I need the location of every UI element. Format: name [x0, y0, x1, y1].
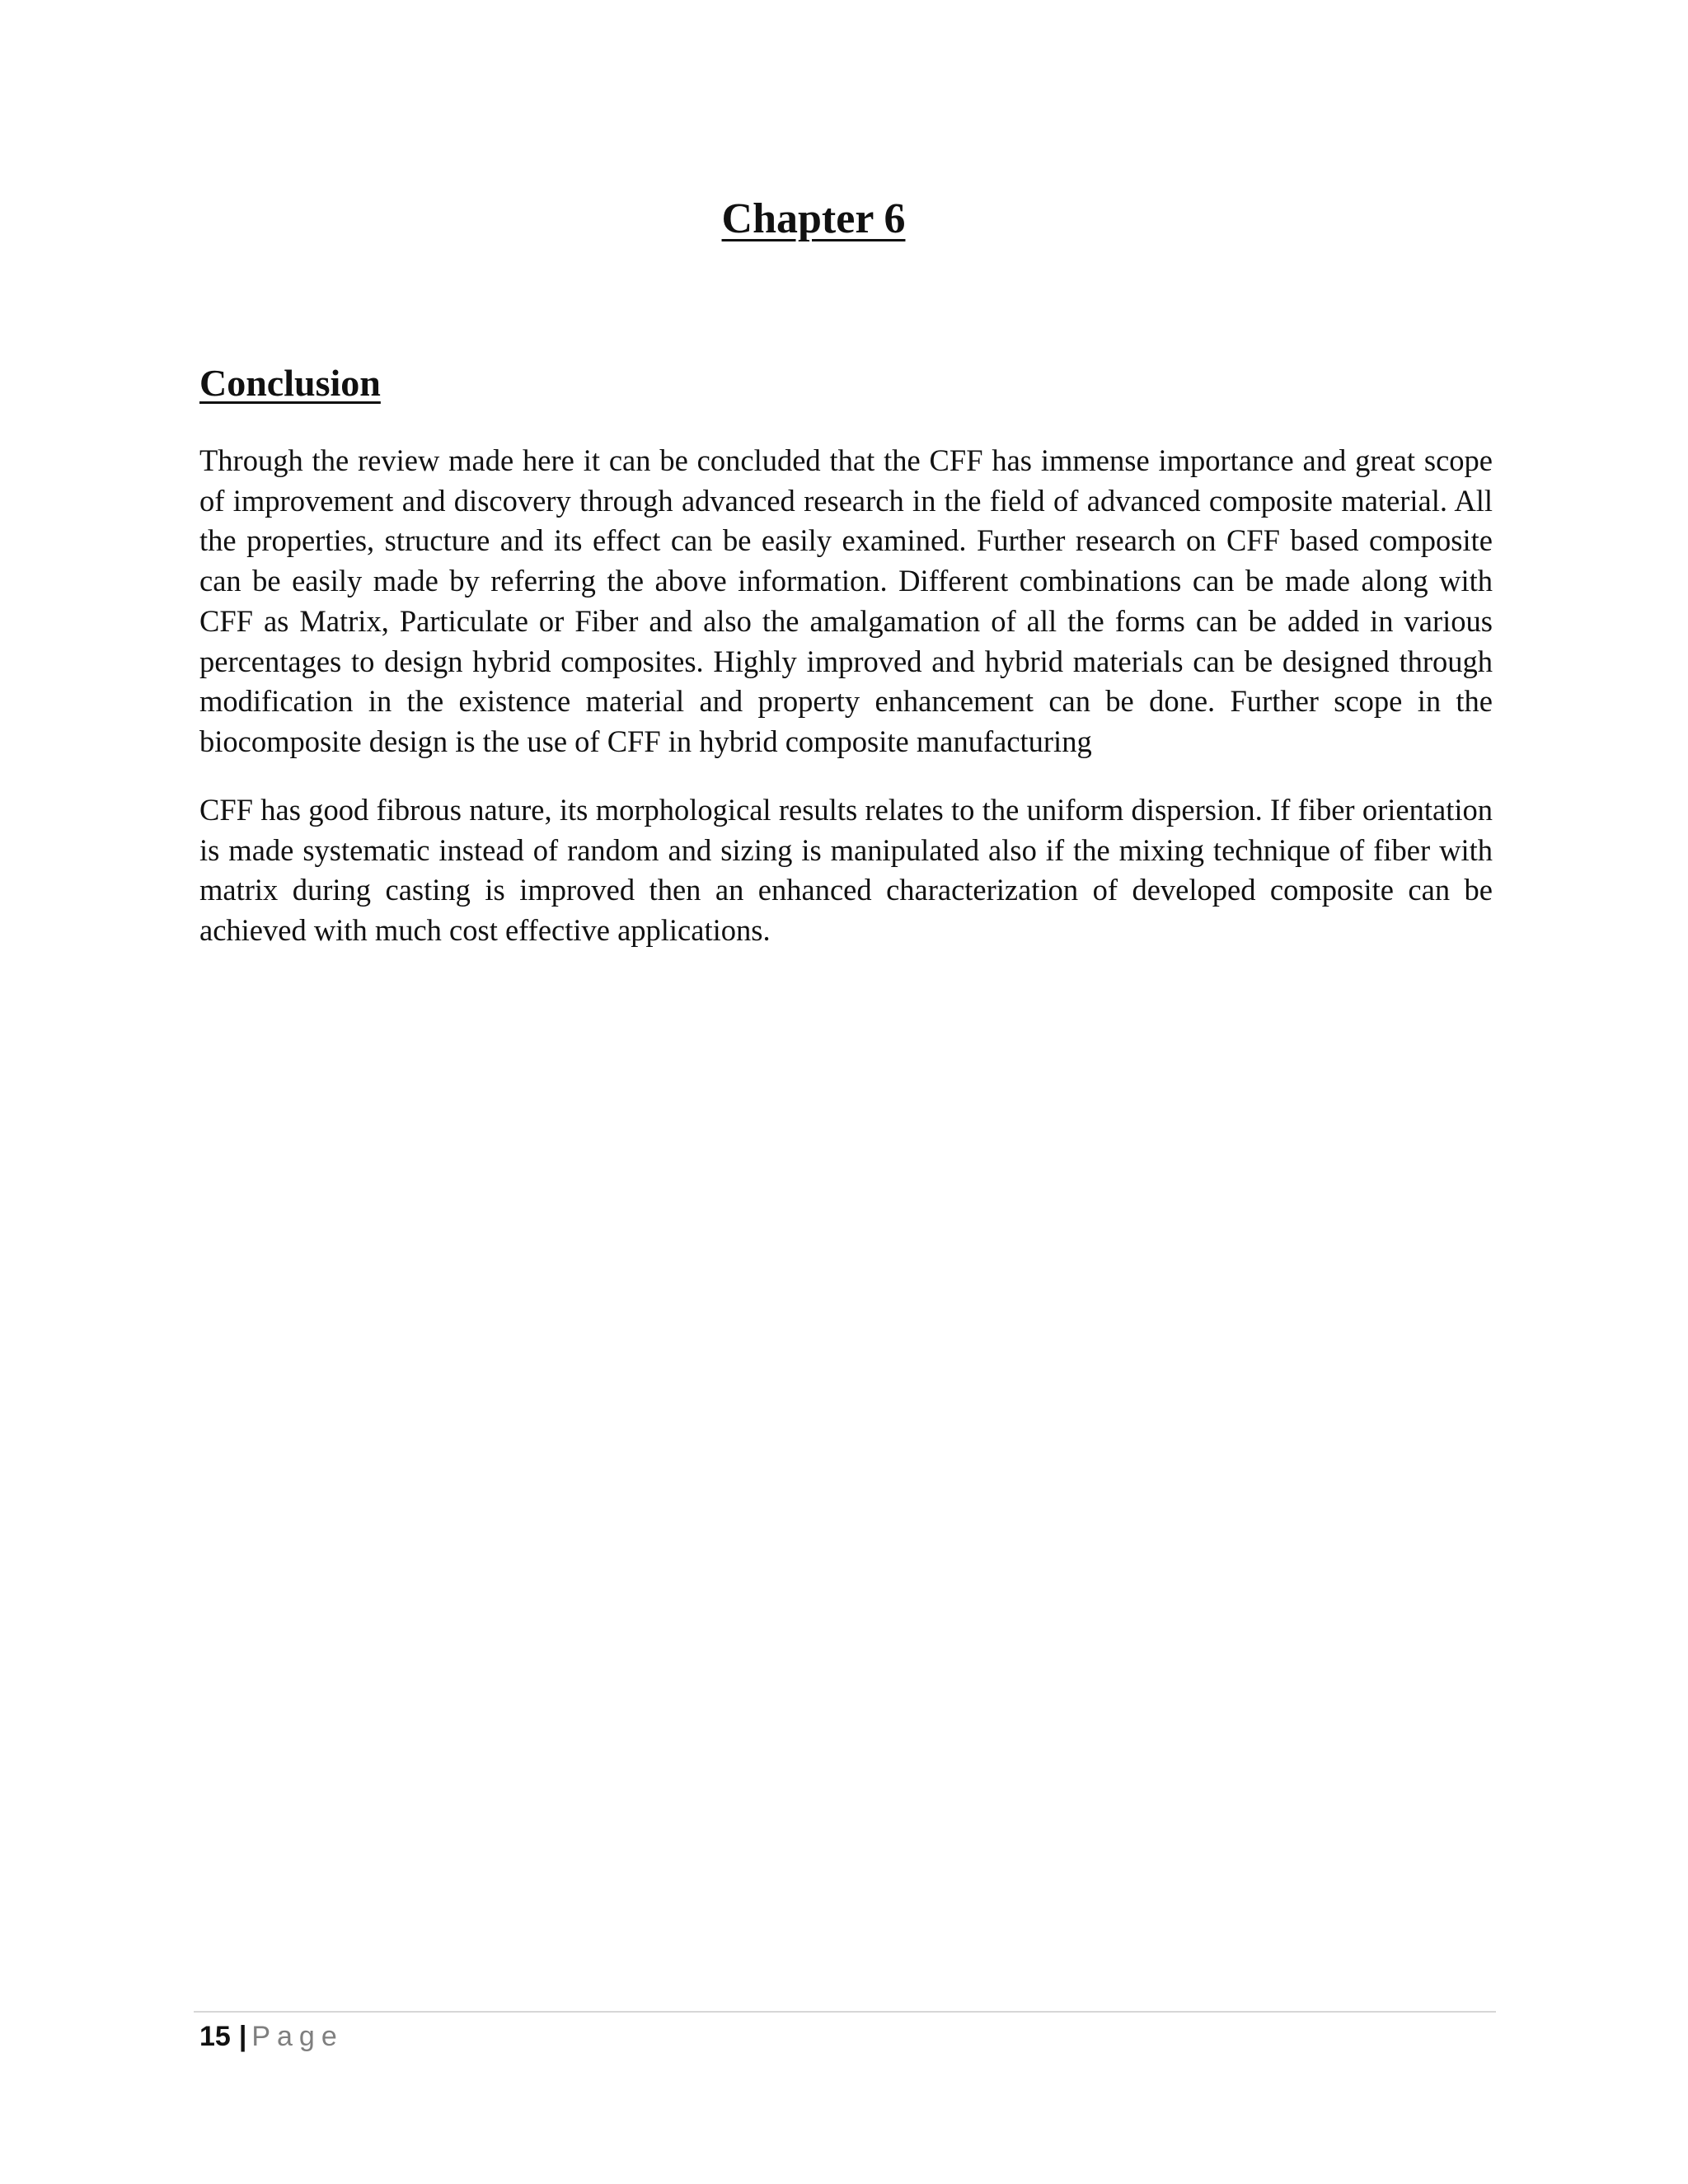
page-label: Page: [251, 2021, 344, 2052]
body-paragraph: CFF has good fibrous nature, its morphological results relates to the uniform dispersion. If fiber orientation is made systematic instead of random and sizing is manipulated also if the mixing technique of fiber with matrix during casting is improved then an enhanced characterization of developed composite can be achieved with much cost effective applications.: [199, 793, 1493, 948]
body-paragraph: Through the review made here it can be concluded that the CFF has immense importance and great scope of improvement and discovery through advanced research in the field of advanced composite material. All the properties, structure and its effect can be easily examined. Further research on CFF based composite can be easily made by referring the above information. Different combinations can be made along with CFF as Matrix, Particulate or Fiber and also the amalgamation of all the forms can be added in various percentages to design hybrid composites. Highly improved and hybrid materials can be designed through modification in the existence material and property enhancement can be done. Further scope in the biocomposite design is the use of CFF in hybrid composite manufacturing: [199, 443, 1493, 758]
chapter-title: Chapter 6: [721, 195, 906, 242]
section-title: Conclusion: [199, 362, 381, 404]
footer-divider: [194, 2011, 1496, 2013]
page-separator: |: [238, 2021, 247, 2052]
page-footer: [199, 2017, 344, 2056]
page-number: 15: [199, 2021, 231, 2052]
